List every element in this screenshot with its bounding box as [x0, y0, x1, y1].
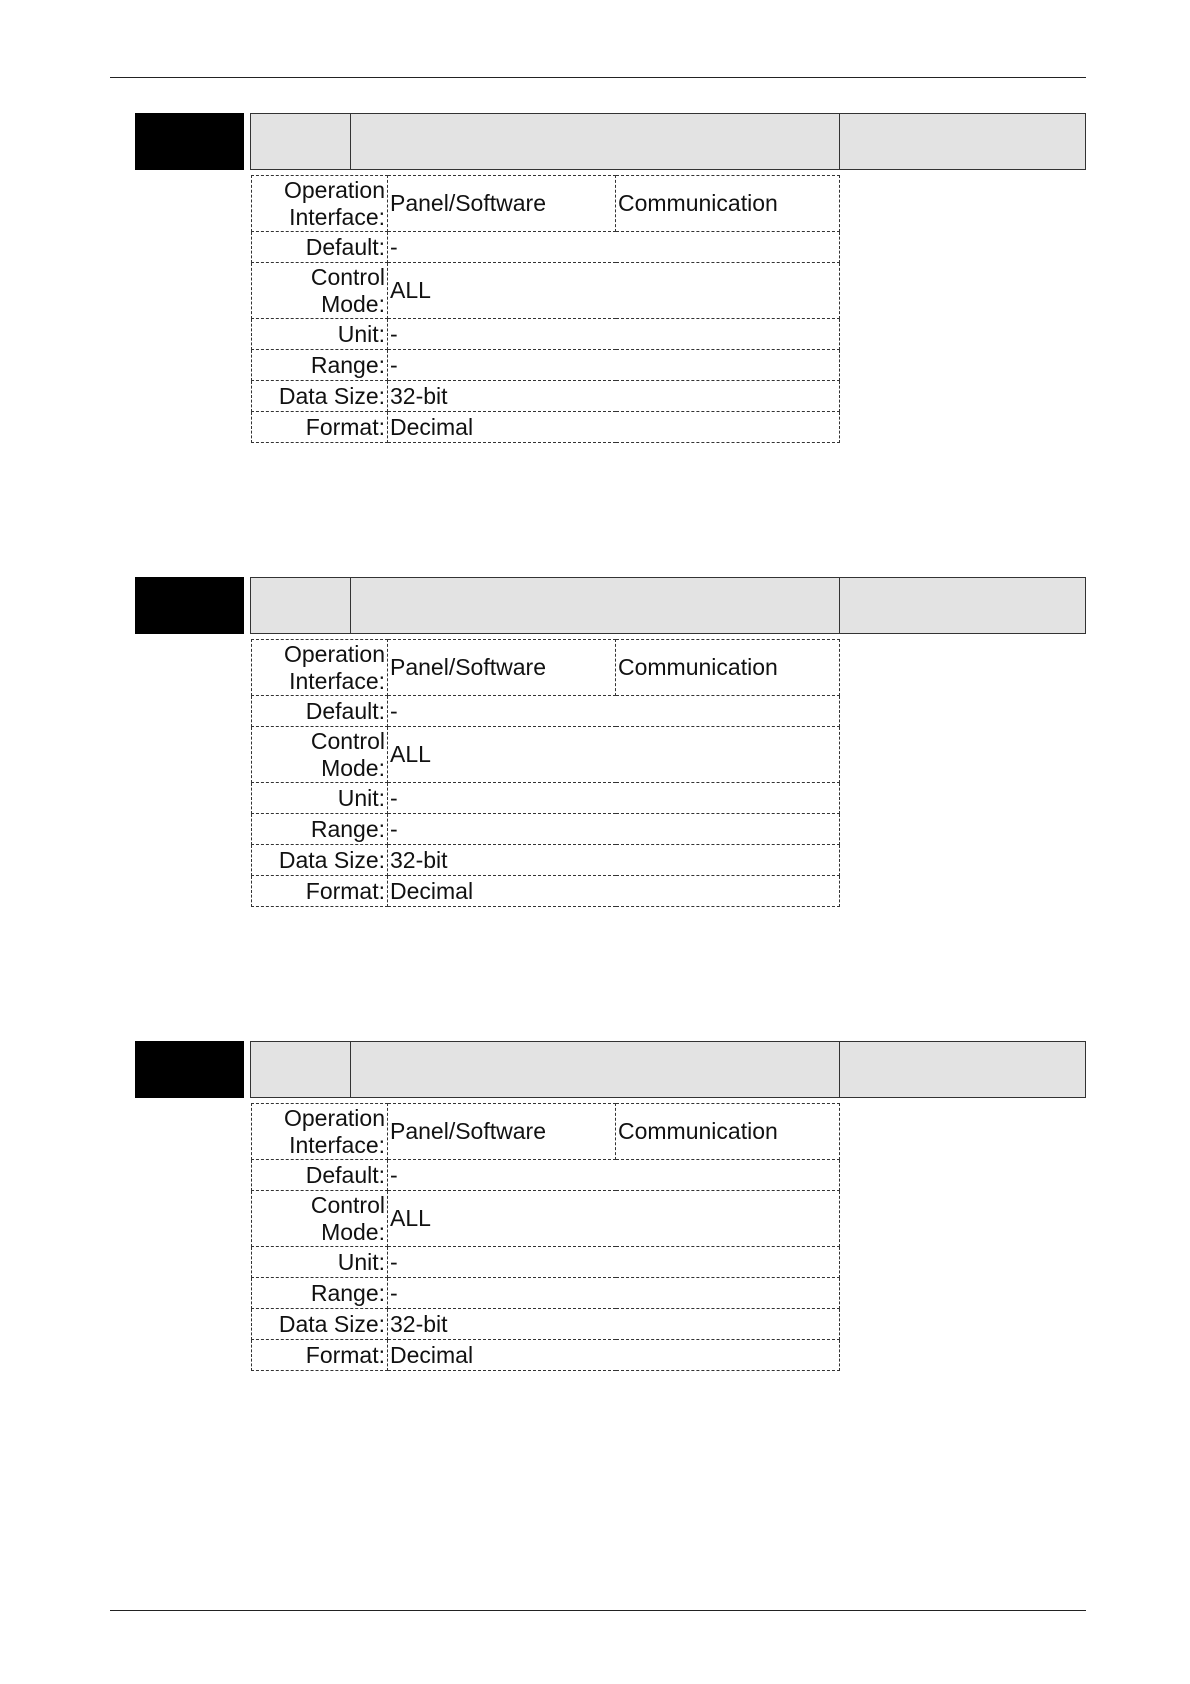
- range-value: -: [388, 350, 840, 381]
- operation-interface-label: Operation Interface:: [252, 640, 388, 696]
- data-size-label: Data Size:: [252, 845, 388, 876]
- parameter-block-3: [0, 1041, 1190, 1381]
- row-data-size: [252, 381, 840, 412]
- control-mode-label: Control Mode:: [252, 1191, 388, 1247]
- unit-value: -: [388, 319, 840, 350]
- row-default: [252, 696, 840, 727]
- default-value: -: [388, 232, 840, 263]
- row-control-mode: [252, 727, 840, 783]
- interface-panel-value: Panel/Software: [388, 1104, 616, 1160]
- header-divider: [839, 1042, 840, 1097]
- parameter-header-bar: [250, 1041, 1086, 1098]
- unit-label: Unit:: [252, 319, 388, 350]
- row-operation-interface: [252, 640, 840, 696]
- parameter-code-box: [135, 577, 244, 634]
- interface-panel-value: Panel/Software: [388, 640, 616, 696]
- interface-communication-value: Communication: [616, 1104, 840, 1160]
- parameter-attributes-table: [251, 175, 840, 443]
- default-value: -: [388, 696, 840, 727]
- parameter-header-bar: [250, 113, 1086, 170]
- row-default: [252, 1160, 840, 1191]
- header-divider: [839, 578, 840, 633]
- row-range: [252, 350, 840, 381]
- control-mode-label: Control Mode:: [252, 263, 388, 319]
- format-value: Decimal: [388, 412, 840, 443]
- row-default: [252, 232, 840, 263]
- header-divider: [350, 114, 351, 169]
- row-operation-interface: [252, 176, 840, 232]
- row-range: [252, 814, 840, 845]
- row-unit: [252, 1247, 840, 1278]
- row-format: [252, 1340, 840, 1371]
- data-size-value: 32-bit: [388, 1309, 840, 1340]
- parameter-header-bar: [250, 577, 1086, 634]
- row-format: [252, 412, 840, 443]
- operation-interface-label: Operation Interface:: [252, 1104, 388, 1160]
- data-size-value: 32-bit: [388, 381, 840, 412]
- control-mode-value: ALL: [388, 263, 840, 319]
- format-label: Format:: [252, 1340, 388, 1371]
- row-format: [252, 876, 840, 907]
- unit-value: -: [388, 1247, 840, 1278]
- parameter-code-box: [135, 113, 244, 170]
- default-label: Default:: [252, 1160, 388, 1191]
- range-label: Range:: [252, 814, 388, 845]
- interface-communication-value: Communication: [616, 176, 840, 232]
- row-range: [252, 1278, 840, 1309]
- parameter-attributes-table: [251, 639, 840, 907]
- row-control-mode: [252, 1191, 840, 1247]
- format-value: Decimal: [388, 876, 840, 907]
- parameter-block-2: [0, 577, 1190, 917]
- default-label: Default:: [252, 696, 388, 727]
- row-unit: [252, 783, 840, 814]
- row-data-size: [252, 1309, 840, 1340]
- default-value: -: [388, 1160, 840, 1191]
- unit-label: Unit:: [252, 1247, 388, 1278]
- interface-panel-value: Panel/Software: [388, 176, 616, 232]
- parameter-attributes-table: [251, 1103, 840, 1371]
- control-mode-label: Control Mode:: [252, 727, 388, 783]
- range-value: -: [388, 814, 840, 845]
- header-divider: [350, 1042, 351, 1097]
- data-size-label: Data Size:: [252, 1309, 388, 1340]
- row-operation-interface: [252, 1104, 840, 1160]
- range-label: Range:: [252, 350, 388, 381]
- format-label: Format:: [252, 412, 388, 443]
- control-mode-value: ALL: [388, 727, 840, 783]
- unit-value: -: [388, 783, 840, 814]
- row-control-mode: [252, 263, 840, 319]
- data-size-label: Data Size:: [252, 381, 388, 412]
- format-value: Decimal: [388, 1340, 840, 1371]
- range-label: Range:: [252, 1278, 388, 1309]
- operation-interface-label: Operation Interface:: [252, 176, 388, 232]
- footer-rule: [110, 1610, 1086, 1611]
- row-unit: [252, 319, 840, 350]
- header-divider: [350, 578, 351, 633]
- format-label: Format:: [252, 876, 388, 907]
- control-mode-value: ALL: [388, 1191, 840, 1247]
- parameter-code-box: [135, 1041, 244, 1098]
- parameter-block-1: [0, 113, 1190, 453]
- range-value: -: [388, 1278, 840, 1309]
- unit-label: Unit:: [252, 783, 388, 814]
- header-rule: [110, 77, 1086, 78]
- data-size-value: 32-bit: [388, 845, 840, 876]
- interface-communication-value: Communication: [616, 640, 840, 696]
- header-divider: [839, 114, 840, 169]
- row-data-size: [252, 845, 840, 876]
- default-label: Default:: [252, 232, 388, 263]
